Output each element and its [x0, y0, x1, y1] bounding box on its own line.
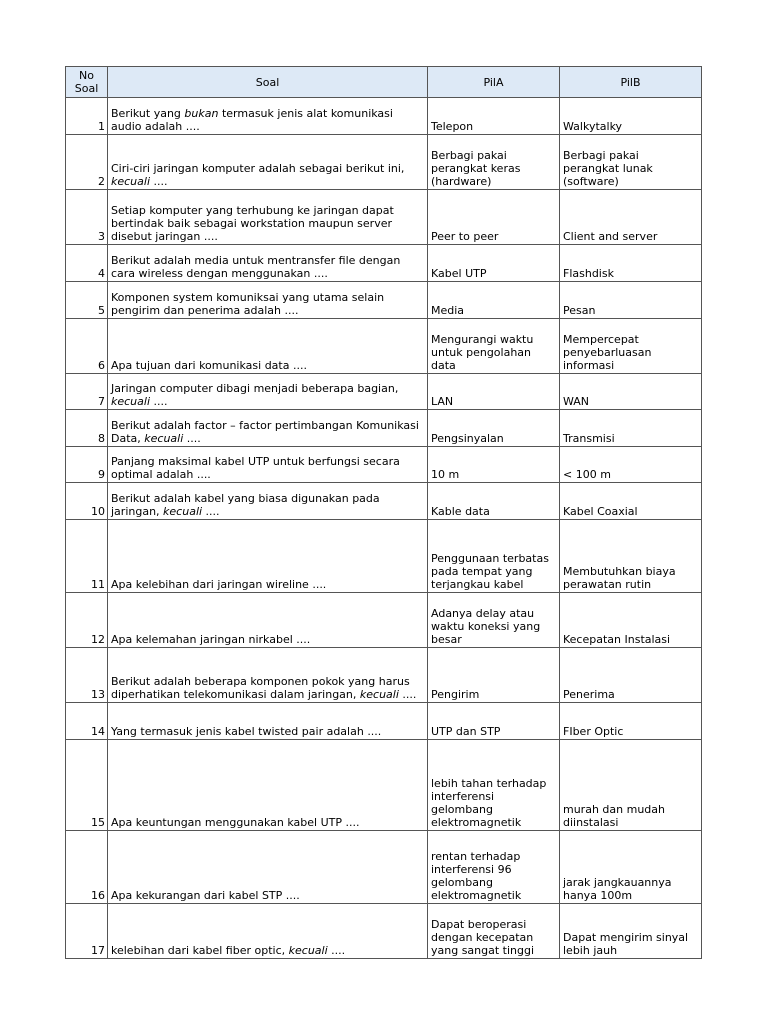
- table-row: [66, 593, 702, 648]
- option-a: 10 m: [428, 447, 560, 483]
- table-row: [66, 904, 702, 959]
- option-a: Media: [428, 282, 560, 319]
- option-b: Transmisi: [560, 410, 702, 447]
- header-row: [66, 67, 702, 98]
- question-text: Berikut adalah factor – factor pertimbangan Komunikasi Data, kecuali ....: [108, 410, 428, 447]
- question-text: Apa keuntungan menggunakan kabel UTP ....: [108, 740, 428, 831]
- option-b: Mempercepat penyebarluasan informasi: [560, 319, 702, 374]
- question-number: 3: [66, 190, 108, 245]
- option-a: Kabel UTP: [428, 245, 560, 282]
- option-b: Flashdisk: [560, 245, 702, 282]
- question-text: Jaringan computer dibagi menjadi beberapa bagian, kecuali ....: [108, 374, 428, 410]
- table-row: [66, 410, 702, 447]
- option-a: Berbagi pakai perangkat keras (hardware): [428, 135, 560, 190]
- option-b: Penerima: [560, 648, 702, 703]
- question-number: 16: [66, 831, 108, 904]
- question-text: Setiap komputer yang terhubung ke jaringan dapat bertindak baik sebagai workstation maupun server disebut jaringan ....: [108, 190, 428, 245]
- question-text: Apa tujuan dari komunikasi data ....: [108, 319, 428, 374]
- table-row: [66, 703, 702, 740]
- question-text: Panjang maksimal kabel UTP untuk berfungsi secara optimal adalah ....: [108, 447, 428, 483]
- option-b: Pesan: [560, 282, 702, 319]
- option-a: Kable data: [428, 483, 560, 520]
- table-row: [66, 135, 702, 190]
- option-a: Adanya delay atau waktu koneksi yang besar: [428, 593, 560, 648]
- option-b: jarak jangkauannya hanya 100m: [560, 831, 702, 904]
- option-b: < 100 m: [560, 447, 702, 483]
- question-number: 1: [66, 98, 108, 135]
- question-text: kelebihan dari kabel fiber optic, kecuali ....: [108, 904, 428, 959]
- option-a: Peer to peer: [428, 190, 560, 245]
- table-row: [66, 98, 702, 135]
- question-number: 14: [66, 703, 108, 740]
- option-a: Mengurangi waktu untuk pengolahan data: [428, 319, 560, 374]
- option-a: Pengsinyalan: [428, 410, 560, 447]
- question-number: 11: [66, 520, 108, 593]
- question-number: 8: [66, 410, 108, 447]
- question-text: Apa kelemahan jaringan nirkabel ....: [108, 593, 428, 648]
- table-row: [66, 319, 702, 374]
- option-b: WAN: [560, 374, 702, 410]
- option-a: lebih tahan terhadap interferensi gelombang elektromagnetik: [428, 740, 560, 831]
- table-row: [66, 520, 702, 593]
- question-number: 17: [66, 904, 108, 959]
- question-text: Berikut yang bukan termasuk jenis alat komunikasi audio adalah ....: [108, 98, 428, 135]
- question-text: Ciri-ciri jaringan komputer adalah sebagai berikut ini, kecuali ....: [108, 135, 428, 190]
- option-b: FIber Optic: [560, 703, 702, 740]
- header-pilb: PilB: [560, 67, 702, 98]
- header-pila: PilA: [428, 67, 560, 98]
- option-a: Dapat beroperasi dengan kecepatan yang sangat tinggi: [428, 904, 560, 959]
- table-row: [66, 190, 702, 245]
- question-text: Komponen system komuniksai yang utama selain pengirim dan penerima adalah ....: [108, 282, 428, 319]
- question-number: 5: [66, 282, 108, 319]
- option-b: Berbagi pakai perangkat lunak (software): [560, 135, 702, 190]
- option-a: Telepon: [428, 98, 560, 135]
- question-number: 4: [66, 245, 108, 282]
- option-b: Client and server: [560, 190, 702, 245]
- table-row: [66, 447, 702, 483]
- question-text: Berikut adalah kabel yang biasa digunakan pada jaringan, kecuali ....: [108, 483, 428, 520]
- option-a: LAN: [428, 374, 560, 410]
- question-number: 15: [66, 740, 108, 831]
- question-number: 12: [66, 593, 108, 648]
- option-b: Dapat mengirim sinyal lebih jauh: [560, 904, 702, 959]
- option-b: Kabel Coaxial: [560, 483, 702, 520]
- question-text: Berikut adalah beberapa komponen pokok yang harus diperhatikan telekomunikasi dalam jaringan, kecuali ....: [108, 648, 428, 703]
- option-b: Walkytalky: [560, 98, 702, 135]
- table-row: [66, 282, 702, 319]
- table-row: [66, 245, 702, 282]
- question-number: 7: [66, 374, 108, 410]
- option-a: UTP dan STP: [428, 703, 560, 740]
- option-a: Penggunaan terbatas pada tempat yang terjangkau kabel: [428, 520, 560, 593]
- option-a: rentan terhadap interferensi 96 gelombang elektromagnetik: [428, 831, 560, 904]
- question-number: 10: [66, 483, 108, 520]
- question-number: 13: [66, 648, 108, 703]
- table-row: [66, 831, 702, 904]
- header-no: No Soal: [66, 67, 108, 98]
- option-a: Pengirim: [428, 648, 560, 703]
- header-soal: Soal: [108, 67, 428, 98]
- question-table: [65, 66, 702, 959]
- table-row: [66, 483, 702, 520]
- option-b: Kecepatan Instalasi: [560, 593, 702, 648]
- option-b: murah dan mudah diinstalasi: [560, 740, 702, 831]
- question-number: 6: [66, 319, 108, 374]
- question-text: Apa kelebihan dari jaringan wireline ....: [108, 520, 428, 593]
- option-b: Membutuhkan biaya perawatan rutin: [560, 520, 702, 593]
- question-text: Yang termasuk jenis kabel twisted pair adalah ....: [108, 703, 428, 740]
- question-text: Berikut adalah media untuk mentransfer file dengan cara wireless dengan menggunakan ....: [108, 245, 428, 282]
- table-row: [66, 374, 702, 410]
- question-number: 9: [66, 447, 108, 483]
- table-row: [66, 740, 702, 831]
- question-text: Apa kekurangan dari kabel STP ....: [108, 831, 428, 904]
- question-number: 2: [66, 135, 108, 190]
- table-row: [66, 648, 702, 703]
